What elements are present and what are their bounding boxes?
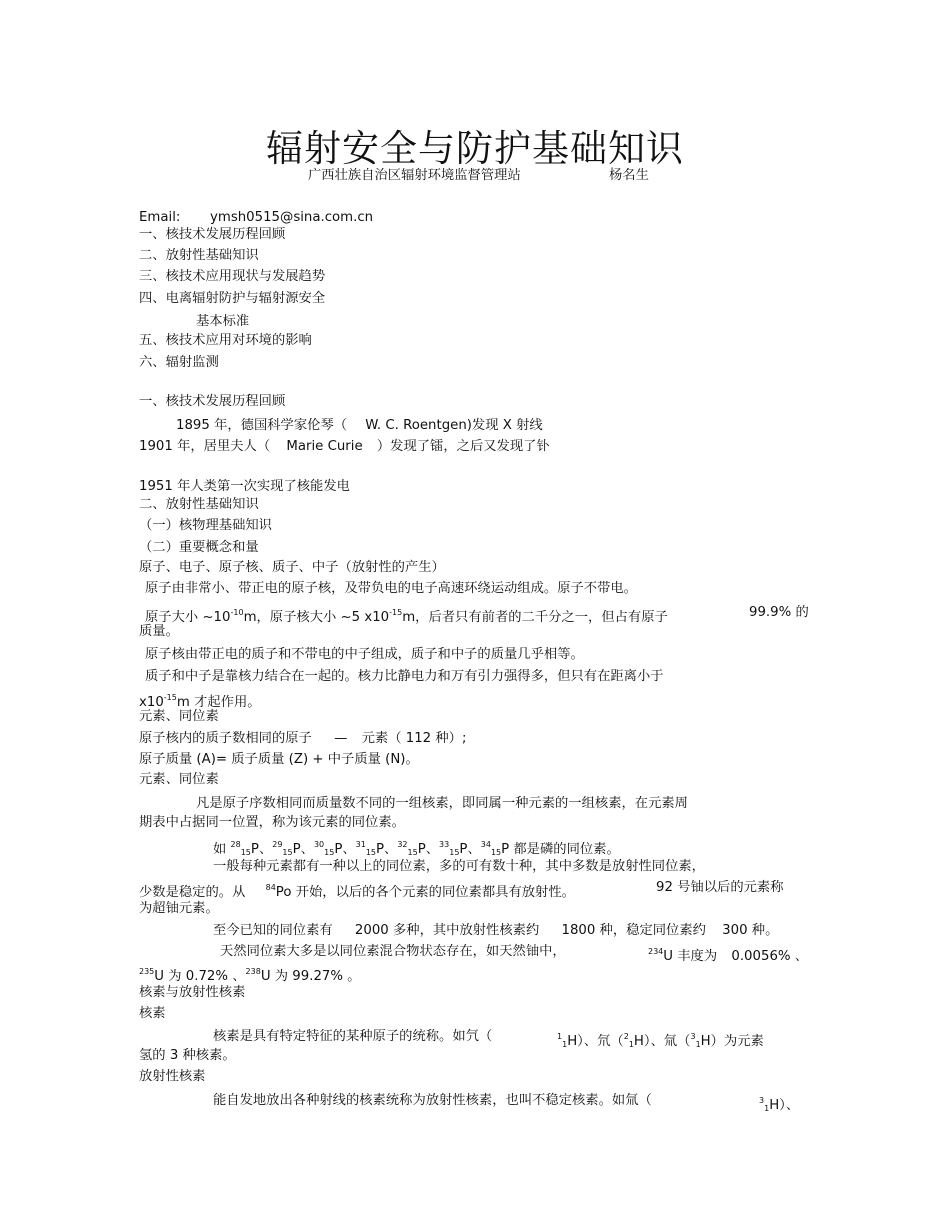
subsection-heading: （一）核物理基础知识	[139, 518, 272, 533]
paragraph-line: 1895 年，德国科学家伦琴（ W. C. Roentgen)发现 X 射线	[176, 418, 543, 433]
isotope-list: $^{28}_{15}$P、$^{29}_{15}$P、$^{30}_{15}$P、$^{31}_{15}$P、$^{32}_{15}$P、$^{33}_{15}$P、$^{34}_{15}$P	[230, 840, 510, 857]
topic-heading: 核素与放射性核素	[139, 985, 246, 1000]
paragraph-line: $^{234}$U 丰度为 0.0056% 、	[648, 947, 809, 964]
isotope-example-line: 如 $^{28}_{15}$P、$^{29}_{15}$P、$^{30}_{15}$P、$^{31}_{15}$P、$^{32}_{15}$P、$^{33}_{15}$P、$^{34}_{15}$P 都是磷的同位素。	[213, 840, 620, 857]
isotope-32p: $^{32}_{15}$P	[397, 840, 426, 857]
isotope-34p: $^{34}_{15}$P	[480, 840, 510, 857]
topic-heading: 原子、电子、原子核、质子、中子（放射性的产生）	[139, 560, 445, 575]
toc-item: 基本标准	[196, 314, 250, 329]
isotope-31p: $^{31}_{15}$P	[355, 840, 385, 857]
paragraph-line: $^1_1$H）、氘（$^2_1$H）、氚（$^3_1$H）为元素	[557, 1032, 764, 1049]
paragraph-line: 一般每种元素都有一种以上的同位素，多的可有数十种，其中多数是放射性同位素，	[213, 859, 705, 874]
paragraph-line: $^3_1$H）、	[759, 1096, 800, 1113]
isotope-29p: $^{29}_{15}$P	[272, 840, 301, 857]
document-title: 辐射安全与防护基础知识	[266, 127, 684, 170]
paragraph-line: 92 号铀以后的元素称	[656, 880, 784, 895]
section-heading: 二、放射性基础知识	[139, 497, 259, 512]
paragraph-line: $x10^{-15}m$ 才起作用。	[139, 693, 261, 710]
paragraph-line: $^{235}$U 为 0.72% 、$^{238}$U 为 99.27% 。	[139, 967, 361, 984]
paragraph-line: 质量。	[139, 624, 179, 639]
paragraph-line: 原子大小 $\sim 10^{-10}m$，原子核大小 ~5 $x10^{-15}m$，后者只有前者的二千分之一，但占有原子	[145, 608, 668, 625]
toc-item: 一、核技术发展历程回顾	[139, 227, 286, 242]
paragraph-line: 99.9% 的	[749, 605, 809, 620]
paragraph-line: 能自发地放出各种射线的核素统称为放射性核素，也叫不稳定核素。如氚（	[213, 1093, 652, 1108]
toc-item: 二、放射性基础知识	[139, 248, 259, 263]
paragraph-line: 原子由非常小、带正电的原子核，及带负电的电子高速环绕运动组成。原子不带电。	[145, 581, 637, 596]
isotope-33p: $^{33}_{15}$P	[439, 840, 468, 857]
paragraph-line: 1951 年人类第一次实现了核能发电	[139, 479, 350, 494]
paragraph-line: 期表中占据同一位置，称为该元素的同位素。	[139, 815, 405, 830]
paragraph-line: 核素是具有特定特征的某种原子的统称。如氕（	[213, 1029, 493, 1044]
author: 杨名生	[609, 168, 649, 183]
toc-item: 三、核技术应用现状与发展趋势	[139, 269, 326, 284]
section-heading: 一、核技术发展历程回顾	[139, 394, 286, 409]
isotope-30p: $^{30}_{15}$P	[313, 840, 343, 857]
paragraph-line: 凡是原子序数相同而质量数不同的一组核素，即同属一种元素的一组核素，在元素周	[196, 796, 688, 811]
paragraph-line: 原子核内的质子数相同的原子 — 元素（ 112 种）;	[139, 731, 467, 746]
toc-item: 六、辐射监测	[139, 355, 219, 370]
paragraph-line: 1901 年，居里夫人（ Marie Curie ）发现了镭，之后又发现了钋	[139, 439, 550, 454]
subsection-heading: （二）重要概念和量	[139, 540, 259, 555]
paragraph-line: 为超铀元素。	[139, 901, 219, 916]
paragraph-line: 至今已知的同位素有 2000 多种，其中放射性核素约 1800 种，稳定同位素约 300 种。	[213, 923, 779, 938]
topic-heading: 放射性核素	[139, 1069, 206, 1084]
topic-heading: 核素	[139, 1006, 166, 1021]
paragraph-line: 少数是稳定的。从 $^{84}$Po 开始，以后的各个元素的同位素都具有放射性。	[139, 883, 575, 900]
paragraph-line: 原子质量 (A)= 质子质量 (Z) + 中子质量 (N)。	[139, 752, 419, 767]
email-address: ymsh0515@sina.com.cn	[210, 210, 374, 225]
topic-heading: 元素、同位素	[139, 772, 219, 787]
toc-item: 五、核技术应用对环境的影响	[139, 333, 312, 348]
paragraph-line: 质子和中子是靠核力结合在一起的。核力比静电力和万有引力强得多，但只有在距离小于	[145, 669, 664, 684]
isotope-28p: $^{28}_{15}$P	[230, 840, 259, 857]
organization: 广西壮族自治区辐射环境监督管理站	[308, 168, 521, 183]
paragraph-line: 氢的 3 种核素。	[139, 1048, 236, 1063]
topic-heading: 元素、同位素	[139, 709, 219, 724]
paragraph-line: 原子核由带正电的质子和不带电的中子组成，质子和中子的质量几乎相等。	[145, 647, 584, 662]
toc-item: 四、电离辐射防护与辐射源安全	[139, 291, 326, 306]
email-label: Email:	[139, 210, 181, 225]
paragraph-line: 天然同位素大多是以同位素混合物状态存在，如天然铀中，	[220, 944, 566, 959]
